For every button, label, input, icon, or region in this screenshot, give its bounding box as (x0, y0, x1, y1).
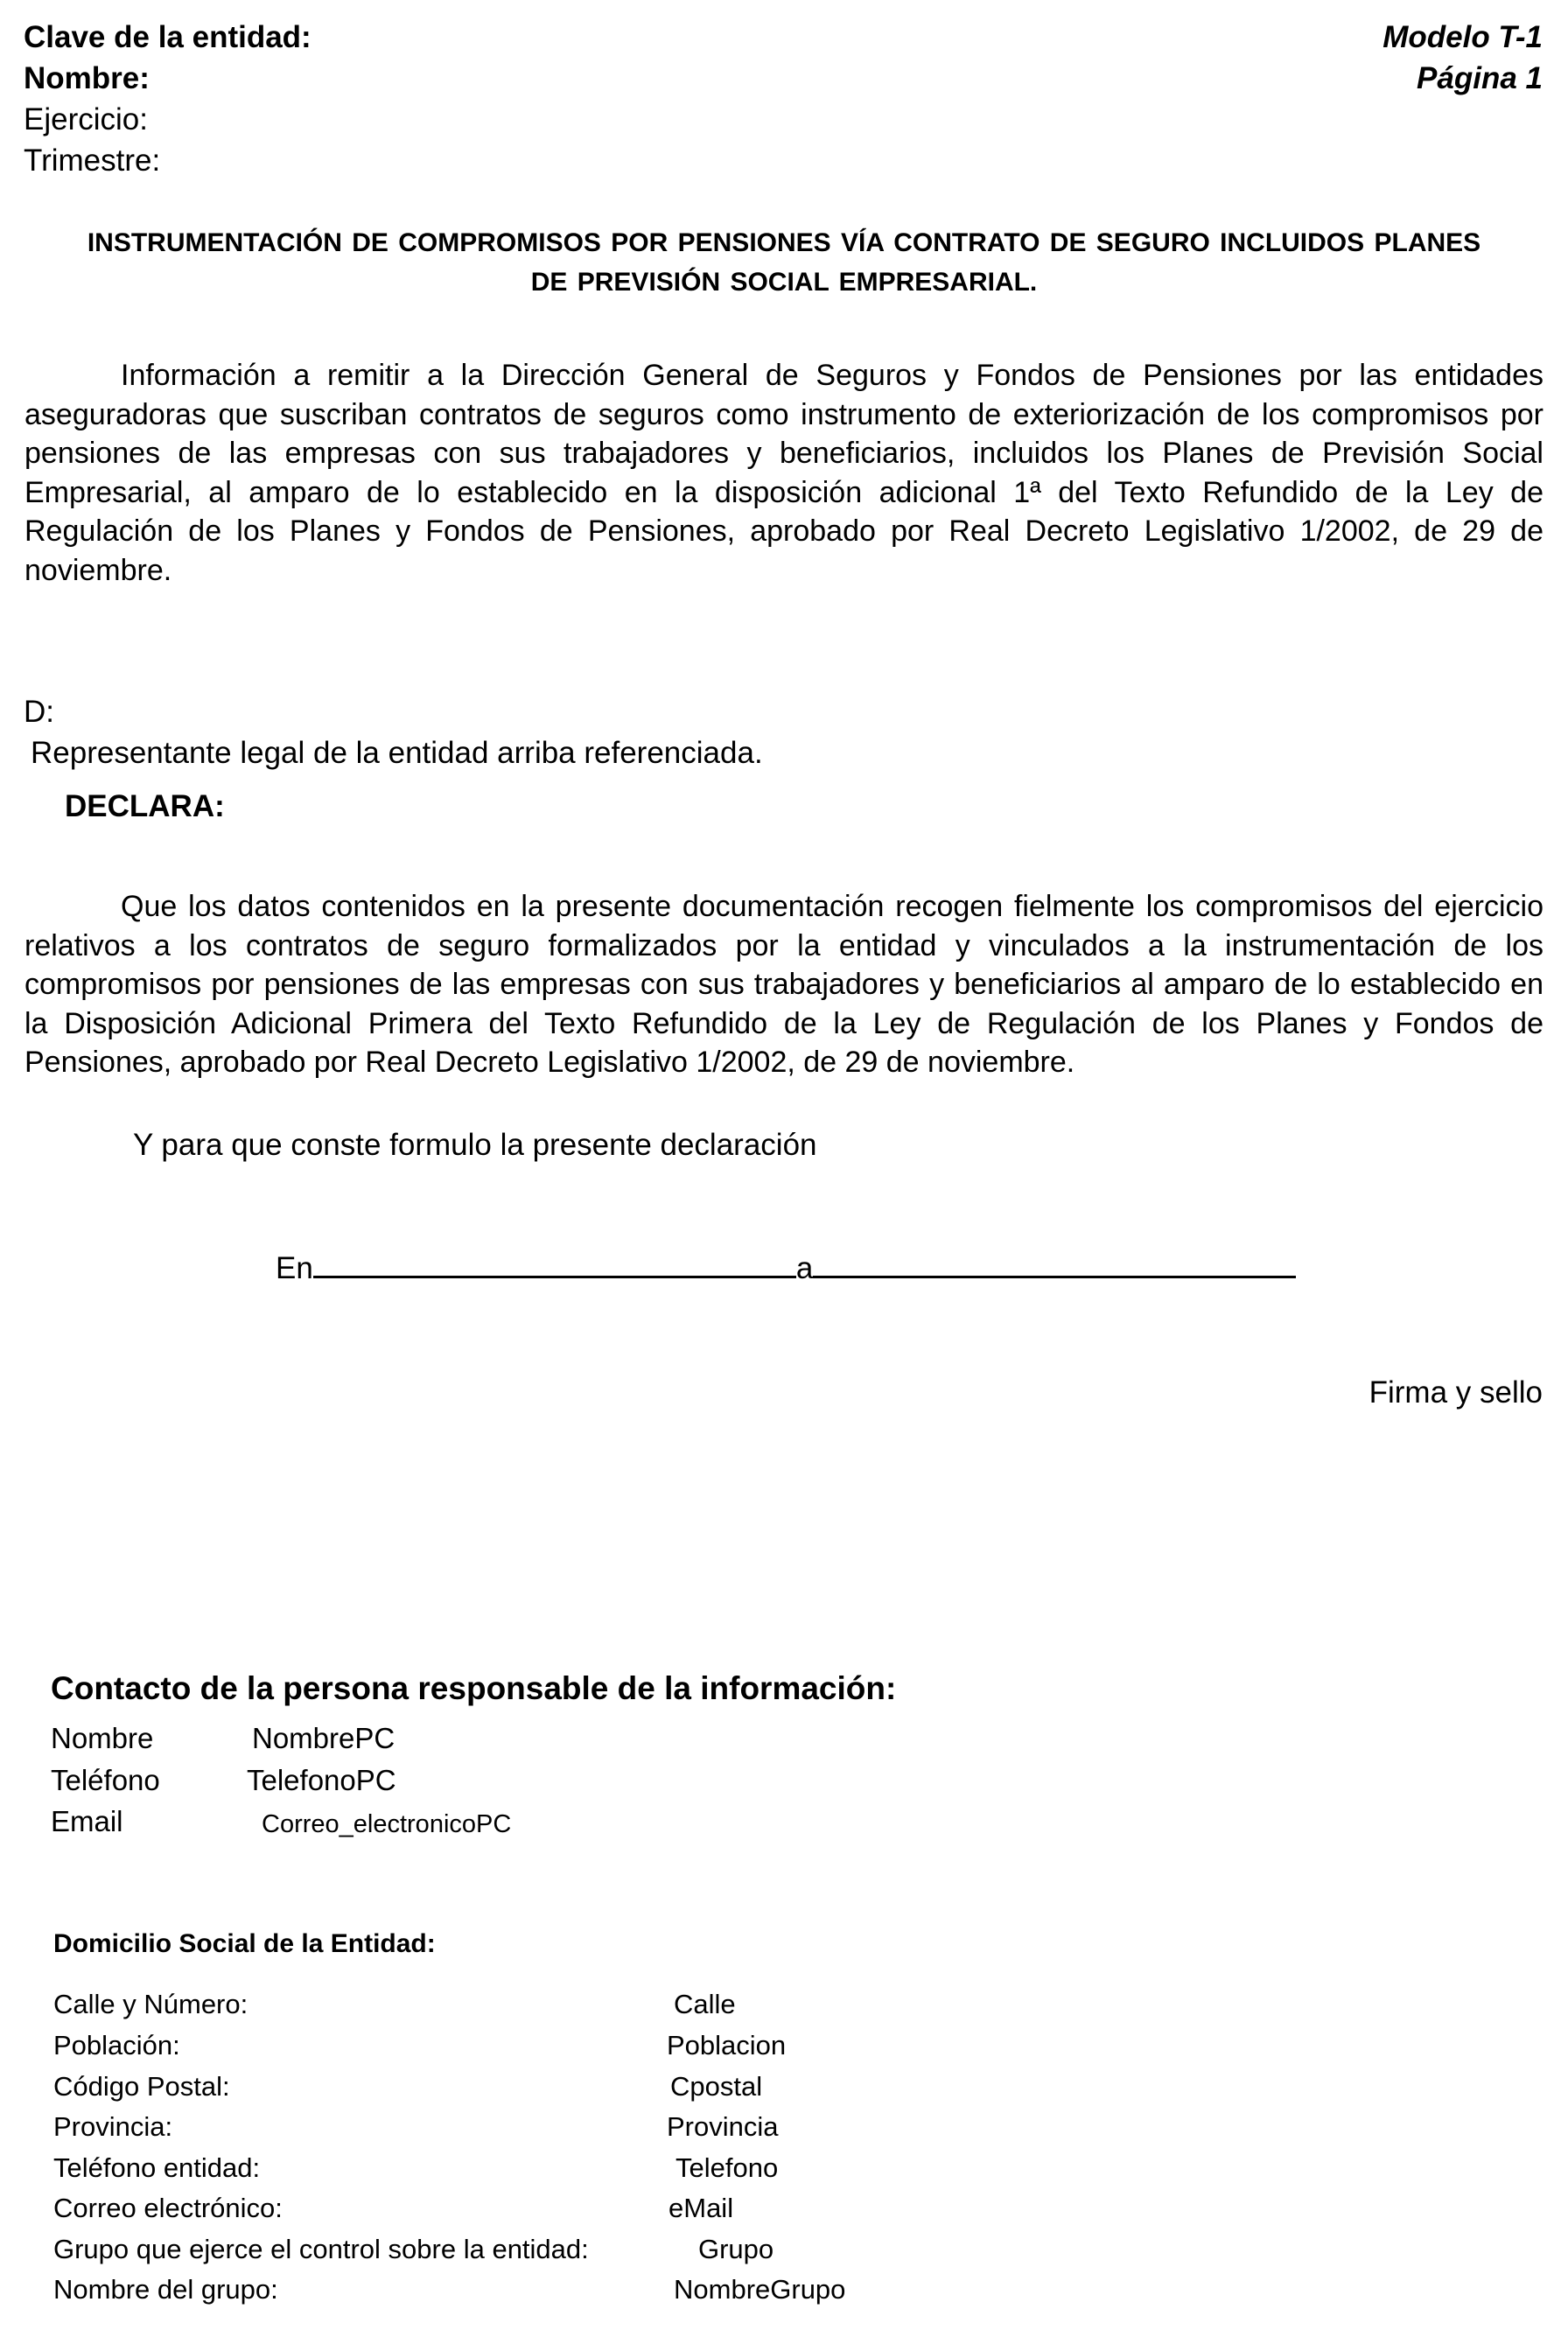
title-line-2: DE PREVISIÓN SOCIAL EMPRESARIAL. (530, 268, 1038, 297)
domicilio-grupo-label: Grupo que ejerce el control sobre la entidad: (53, 2234, 589, 2264)
domicilio-email-value: eMail (668, 2193, 734, 2223)
pagina-label: Página 1 (1417, 61, 1543, 95)
place-date-line (276, 1249, 1296, 1288)
declaration-paragraph-text: Que los datos contenidos en la presente documentación recogen fielmente los compromisos del ejercicio relativos a los contratos de seguro formalizados por la entidad y vinculados a la instrumentación de los compromisos por pensiones de las empresas con sus trabajadores y beneficiarios al amparo de lo establecido en la Disposición Adicional Primera del Texto Refundido de la Ley de Regulación de los Planes y Fondos de Pensiones, aprobado por Real Decreto Legislativo 1/2002, de 29 de noviembre. (24, 890, 1544, 1079)
a-label: a (795, 1251, 814, 1285)
closing-text: Y para que conste formulo la presente declaración (133, 1128, 817, 1162)
domicilio-calle-label: Calle y Número: (53, 1989, 248, 2019)
domicilio-nombre-grupo-label: Nombre del grupo: (53, 2274, 278, 2305)
domicilio-cpostal-label: Código Postal: (53, 2071, 230, 2102)
ejercicio-label: Ejercicio: (24, 102, 148, 136)
contact-email-value: Correo_electronicoPC (262, 1810, 512, 1838)
domicilio-telefono-value: Telefono (676, 2152, 779, 2183)
contact-nombre-value: NombrePC (252, 1722, 396, 1754)
domicilio-provincia-value: Provincia (667, 2111, 779, 2142)
domicilio-provincia-label: Provincia: (53, 2111, 173, 2142)
domicilio-poblacion-value: Poblacion (667, 2030, 787, 2061)
declaration-paragraph (24, 887, 1544, 1082)
signature-label: Firma y sello (1368, 1375, 1543, 1410)
contact-nombre-label: Nombre (51, 1722, 154, 1754)
clave-entidad-label: Clave de la entidad: (24, 20, 312, 54)
document-title (24, 223, 1544, 302)
trimestre-label: Trimestre: (24, 143, 161, 178)
domicilio-title: Domicilio Social de la Entidad: (53, 1929, 436, 1958)
representative-text: Representante legal de la entidad arriba referenciada. (31, 736, 763, 770)
title-line-1: INSTRUMENTACIÓN DE COMPROMISOS POR PENSIONES VÍA CONTRATO DE SEGURO INCLUIDOS PLANES (87, 228, 1481, 257)
domicilio-cpostal-value: Cpostal (670, 2071, 763, 2102)
contact-telefono-value: TelefonoPC (247, 1764, 396, 1796)
d-label: D: (24, 695, 54, 729)
en-label: En (276, 1251, 313, 1285)
date-blank[interactable] (813, 1249, 1296, 1278)
place-blank[interactable] (313, 1249, 796, 1278)
contact-telefono-label: Teléfono (51, 1764, 160, 1796)
contact-title: Contacto de la persona responsable de la información: (51, 1670, 897, 1706)
intro-paragraph-text: Información a remitir a la Dirección General de Seguros y Fondos de Pensiones por las entidades aseguradoras que suscriban contratos de seguros como instrumento de exteriorización de los compromisos por pensiones de las empresas con sus trabajadores y beneficiarios, incluidos los Planes de Previsión Social Empresarial, al amparo de lo establecido en la disposición adicional 1ª del Texto Refundido de la Ley de Regulación de los Planes y Fondos de Pensiones, aprobado por Real Decreto Legislativo 1/2002, de 29 de noviembre. (24, 359, 1544, 587)
domicilio-poblacion-label: Población: (53, 2030, 180, 2061)
domicilio-email-label: Correo electrónico: (53, 2193, 283, 2223)
nombre-label: Nombre: (24, 61, 150, 95)
intro-paragraph (24, 356, 1544, 590)
domicilio-nombre-grupo-value: NombreGrupo (674, 2274, 846, 2305)
domicilio-telefono-label: Teléfono entidad: (53, 2152, 261, 2183)
modelo-label: Modelo T-1 (1382, 20, 1543, 54)
declara-label: DECLARA: (65, 789, 225, 823)
domicilio-calle-value: Calle (674, 1989, 736, 2019)
contact-email-label: Email (51, 1805, 123, 1837)
domicilio-grupo-value: Grupo (698, 2234, 774, 2264)
